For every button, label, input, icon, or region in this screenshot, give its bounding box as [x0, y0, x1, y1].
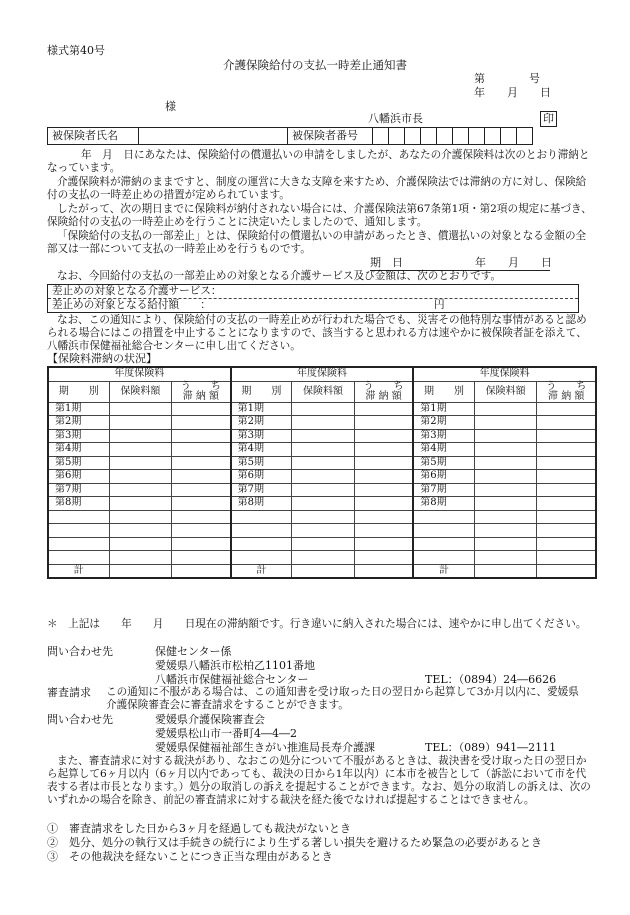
- arrears-cell[interactable]: [354, 510, 413, 524]
- arrears-cell[interactable]: [172, 483, 231, 497]
- period-cell: [231, 537, 292, 551]
- amount-cell[interactable]: [474, 416, 537, 430]
- condition-item-2: ② 処分、処分の執行又は手続きの続行により生ずる著しい損失を避けるため緊急の必要があるとき: [47, 836, 542, 849]
- amount-cell[interactable]: [109, 483, 172, 497]
- period-cell: 第8期: [413, 497, 474, 511]
- col-arrears: う ち 滞 納 額: [172, 381, 231, 402]
- period-cell: 第5期: [48, 456, 109, 470]
- arrears-cell[interactable]: [537, 551, 596, 565]
- arrears-cell[interactable]: [172, 497, 231, 511]
- total-arrears-cell[interactable]: [172, 564, 231, 578]
- insured-number-digit[interactable]: [437, 128, 453, 145]
- total-amount-cell[interactable]: [474, 564, 537, 578]
- period-cell: 第7期: [231, 483, 292, 497]
- period-row: [48, 416, 596, 430]
- col-amount: 保険料額: [292, 381, 355, 402]
- period-cell: [48, 551, 109, 565]
- period-cell: [231, 524, 292, 538]
- period-cell: 第4期: [48, 443, 109, 457]
- arrears-cell[interactable]: [537, 402, 596, 416]
- arrears-cell[interactable]: [172, 551, 231, 565]
- amount-cell[interactable]: [109, 524, 172, 538]
- period-row: [48, 483, 596, 497]
- total-amount-cell[interactable]: [109, 564, 172, 578]
- inquiry1-label: 問い合わせ先: [47, 645, 113, 658]
- inquiry1-tel: TEL：（0894）24―6626: [425, 673, 557, 686]
- total-arrears-cell[interactable]: [354, 564, 413, 578]
- period-row: [48, 524, 596, 538]
- amount-cell[interactable]: [474, 510, 537, 524]
- insured-number-digit[interactable]: [517, 128, 533, 145]
- col-period: 期 別: [231, 381, 292, 402]
- amount-cell[interactable]: [474, 402, 537, 416]
- period-cell: [413, 537, 474, 551]
- amount-cell[interactable]: [292, 524, 355, 538]
- paragraph-5: なお、今回給付の支払の一部差止めの対象となる介護サービス及び金額は、次のとおりです。: [57, 270, 502, 282]
- amount-cell[interactable]: [109, 470, 172, 484]
- col-amount: 保険料額: [474, 381, 537, 402]
- period-cell: 第5期: [231, 456, 292, 470]
- period-cell: 第4期: [413, 443, 474, 457]
- stop-service-row: [48, 285, 578, 299]
- col-arrears: う ち 滞 納 額: [537, 381, 596, 402]
- review-text: この通知に不服がある場合は、この通知書を受け取った日の翌日から起算して3か月以内に、愛媛県介護保険審査会に審査請求をすることができます。: [106, 686, 579, 711]
- insured-number-label: 被保険者番号: [288, 128, 373, 145]
- amount-cell[interactable]: [109, 537, 172, 551]
- period-cell: 第1期: [48, 402, 109, 416]
- period-cell: 第1期: [413, 402, 474, 416]
- total-label: 計: [48, 564, 109, 578]
- inquiry2-label: 問い合わせ先: [47, 713, 113, 726]
- period-cell: [413, 551, 474, 565]
- amount-cell[interactable]: [292, 416, 355, 430]
- amount-cell[interactable]: [474, 456, 537, 470]
- insured-number-digit[interactable]: [373, 128, 389, 145]
- seal-mark: 印: [540, 111, 557, 127]
- paragraph-6: なお、この通知により、保険給付の支払の一時差止めが行われた場合でも、災害その他特別な事情があると認められる場合にはこの措置を中止することになりますので、該当すると思われる方は速やかに被保険者証を添えて、八幡浜市保健福祉総合センターに申し出てください。: [47, 314, 587, 352]
- condition-item-1: ① 審査請求をした日から3ヶ月を経過しても裁決がないとき: [47, 822, 351, 835]
- insured-number-digit[interactable]: [389, 128, 405, 145]
- insured-number-digit[interactable]: [485, 128, 501, 145]
- period-cell: [413, 524, 474, 538]
- insured-name-field[interactable]: [139, 128, 288, 145]
- yen-unit: 円: [434, 299, 445, 311]
- period-cell: 第6期: [413, 470, 474, 484]
- arrears-cell[interactable]: [354, 537, 413, 551]
- document-number: 第 号: [474, 72, 540, 85]
- inquiry2-tel: TEL：（089）941―2111: [425, 741, 557, 754]
- arrears-cell[interactable]: [537, 497, 596, 511]
- insured-number-digit[interactable]: [501, 128, 517, 145]
- period-cell: 第3期: [231, 429, 292, 443]
- arrears-cell[interactable]: [537, 537, 596, 551]
- insured-info-table: [47, 127, 533, 145]
- arrears-cell[interactable]: [354, 524, 413, 538]
- arrears-cell[interactable]: [354, 456, 413, 470]
- inquiry2-dept: 愛媛県保健福祉部生きがい推進局長寿介護課: [155, 741, 375, 754]
- period-cell: 第7期: [413, 483, 474, 497]
- amount-cell[interactable]: [109, 416, 172, 430]
- amount-cell[interactable]: [109, 497, 172, 511]
- col-period: 期 別: [413, 381, 474, 402]
- arrears-table: [47, 366, 597, 579]
- stop-amount-label: 差止めの対象となる給付額 ：: [52, 299, 211, 311]
- period-cell: 第3期: [413, 429, 474, 443]
- period-row: [48, 510, 596, 524]
- period-cell: 第5期: [413, 456, 474, 470]
- period-row: [48, 456, 596, 470]
- inquiry1-dept: 保健センター係: [155, 645, 232, 658]
- arrears-cell[interactable]: [172, 537, 231, 551]
- paragraph-3: したがって、次の期日までに保険料が納付されない場合には、介護保険法第67条第1項・第2項の規定に基づき、保険給付の支払の一時差止めを行うことに決定いたしましたので、通知します。: [47, 203, 592, 228]
- period-cell: 第1期: [231, 402, 292, 416]
- total-arrears-cell[interactable]: [537, 564, 596, 578]
- col-amount: 保険料額: [109, 381, 172, 402]
- arrears-cell[interactable]: [172, 510, 231, 524]
- paragraph-2: 介護保険料が滞納のままですと、制度の運営に大きな支障を来すため、介護保険法では滞納の方に対し、保険給付の支払の一時差止めの措置が定められています。: [47, 176, 587, 201]
- stop-details-box: [47, 284, 579, 313]
- period-cell: [231, 551, 292, 565]
- amount-cell[interactable]: [109, 456, 172, 470]
- deadline-date: 年 月 日: [475, 256, 552, 269]
- document-date: 年 月 日: [474, 86, 551, 99]
- review-label: 審査請求: [47, 686, 91, 699]
- amount-cell[interactable]: [292, 402, 355, 416]
- insured-name-label: 被保険者氏名: [48, 128, 139, 145]
- arrears-cell[interactable]: [354, 483, 413, 497]
- period-row: [48, 537, 596, 551]
- paragraph-1: 年 月 日にあなたは、保険給付の償還払いの申請をしましたが、あなたの介護保険料は次のとおり滞納となっています。: [47, 149, 590, 174]
- period-cell: 第6期: [231, 470, 292, 484]
- arrears-cell[interactable]: [537, 456, 596, 470]
- period-cell: 第4期: [231, 443, 292, 457]
- amount-cell[interactable]: [292, 497, 355, 511]
- amount-cell[interactable]: [292, 470, 355, 484]
- amount-cell[interactable]: [109, 443, 172, 457]
- amount-cell[interactable]: [474, 443, 537, 457]
- addressee-suffix: 様: [165, 100, 176, 113]
- arrears-cell[interactable]: [537, 510, 596, 524]
- period-cell: [413, 510, 474, 524]
- amount-cell[interactable]: [292, 510, 355, 524]
- amount-cell[interactable]: [292, 537, 355, 551]
- stop-amount-row: [48, 299, 578, 312]
- arrears-cell[interactable]: [354, 497, 413, 511]
- period-cell: 第2期: [231, 416, 292, 430]
- col-arrears: う ち 滞 納 額: [354, 381, 413, 402]
- deadline-label: 期 日: [370, 256, 403, 269]
- note: ＊ 上記は 年 月 日現在の滞納額です。行き違いに納入された場合には、速やかに申し出てください。: [47, 618, 587, 630]
- arrears-cell[interactable]: [354, 443, 413, 457]
- amount-cell[interactable]: [292, 483, 355, 497]
- period-cell: 第6期: [48, 470, 109, 484]
- year-header: 年度保険料: [48, 367, 231, 381]
- stop-service-label: 差止めの対象となる介護サービス：: [52, 285, 222, 297]
- arrears-cell[interactable]: [354, 470, 413, 484]
- amount-cell[interactable]: [474, 497, 537, 511]
- insured-number-digit[interactable]: [421, 128, 437, 145]
- inquiry2-address: 愛媛県松山市一番町4―4―2: [155, 727, 297, 740]
- amount-cell[interactable]: [109, 429, 172, 443]
- total-label: 計: [231, 564, 292, 578]
- amount-cell[interactable]: [109, 551, 172, 565]
- period-cell: [48, 510, 109, 524]
- period-cell: [231, 510, 292, 524]
- document-title: 介護保険給付の支払一時差止通知書: [223, 58, 407, 72]
- period-row: [48, 497, 596, 511]
- year-header: 年度保険料: [231, 367, 414, 381]
- period-cell: [48, 524, 109, 538]
- amount-cell[interactable]: [474, 470, 537, 484]
- insured-number-digit[interactable]: [405, 128, 421, 145]
- period-row: [48, 443, 596, 457]
- issuer-name: 八幡浜市長: [368, 112, 423, 125]
- arrears-cell[interactable]: [537, 443, 596, 457]
- arrears-cell[interactable]: [172, 524, 231, 538]
- amount-cell[interactable]: [474, 429, 537, 443]
- insured-number-digit[interactable]: [469, 128, 485, 145]
- amount-cell[interactable]: [474, 524, 537, 538]
- insured-number-digit[interactable]: [453, 128, 469, 145]
- condition-item-3: ③ その他裁決を経ないことにつき正当な理由があるとき: [47, 850, 333, 863]
- period-cell: 第2期: [48, 416, 109, 430]
- period-cell: 第3期: [48, 429, 109, 443]
- period-row: [48, 402, 596, 416]
- arrears-cell[interactable]: [354, 416, 413, 430]
- arrears-cell[interactable]: [172, 443, 231, 457]
- arrears-cell[interactable]: [172, 456, 231, 470]
- arrears-cell[interactable]: [354, 429, 413, 443]
- period-row: [48, 470, 596, 484]
- arrears-cell[interactable]: [354, 551, 413, 565]
- period-row: [48, 429, 596, 443]
- paragraph-7: また、審査請求に対する裁決があり、なおこの処分について不服があるときは、裁決書を受け取った日の翌日から起算して6ヶ月以内（6ヶ月以内であっても、裁決の日から1年以内）に本市を被告として（訴訟において市を代表する者は市長となります。）処分の取消しの訴えを提起することができます。なお、処分の取消しの訴えは、次のいずれかの場合を除き、前記の審査請求に対する裁決を経た後でなければ提起することはできません。: [47, 755, 591, 806]
- amount-cell[interactable]: [292, 551, 355, 565]
- inquiry1-address: 愛媛県八幡浜市松柏乙1101番地: [155, 659, 315, 672]
- amount-cell[interactable]: [292, 429, 355, 443]
- arrears-cell[interactable]: [354, 402, 413, 416]
- paragraph-4: 「保険給付の支払の一部差止」とは、保険給付の償還払いの申請があったとき、償還払いの対象となる金額の全部又は一部について支払の一時差止めを行うものです。: [47, 230, 587, 255]
- year-header: 年度保険料: [413, 367, 596, 381]
- arrears-heading: 【保険料滞納の状況】: [47, 352, 157, 365]
- amount-cell[interactable]: [474, 537, 537, 551]
- arrears-cell[interactable]: [537, 470, 596, 484]
- period-cell: 第8期: [48, 497, 109, 511]
- amount-cell[interactable]: [474, 551, 537, 565]
- amount-cell[interactable]: [292, 456, 355, 470]
- col-period: 期 別: [48, 381, 109, 402]
- inquiry1-org: 八幡浜市保健福祉総合センター: [155, 673, 309, 686]
- period-cell: 第7期: [48, 483, 109, 497]
- period-cell: 第2期: [413, 416, 474, 430]
- total-amount-cell[interactable]: [292, 564, 355, 578]
- arrears-cell[interactable]: [537, 416, 596, 430]
- period-cell: 第8期: [231, 497, 292, 511]
- amount-cell[interactable]: [292, 443, 355, 457]
- period-row: [48, 551, 596, 565]
- amount-cell[interactable]: [474, 483, 537, 497]
- amount-cell[interactable]: [109, 510, 172, 524]
- inquiry2-org: 愛媛県介護保険審査会: [155, 713, 265, 726]
- arrears-cell[interactable]: [537, 429, 596, 443]
- total-label: 計: [413, 564, 474, 578]
- arrears-cell[interactable]: [172, 429, 231, 443]
- arrears-cell[interactable]: [537, 483, 596, 497]
- form-number: 様式第40号: [47, 44, 105, 57]
- period-cell: [48, 537, 109, 551]
- amount-cell[interactable]: [109, 402, 172, 416]
- arrears-cell[interactable]: [172, 416, 231, 430]
- deadline-row: [370, 256, 550, 271]
- arrears-cell[interactable]: [172, 402, 231, 416]
- arrears-cell[interactable]: [537, 524, 596, 538]
- arrears-cell[interactable]: [172, 470, 231, 484]
